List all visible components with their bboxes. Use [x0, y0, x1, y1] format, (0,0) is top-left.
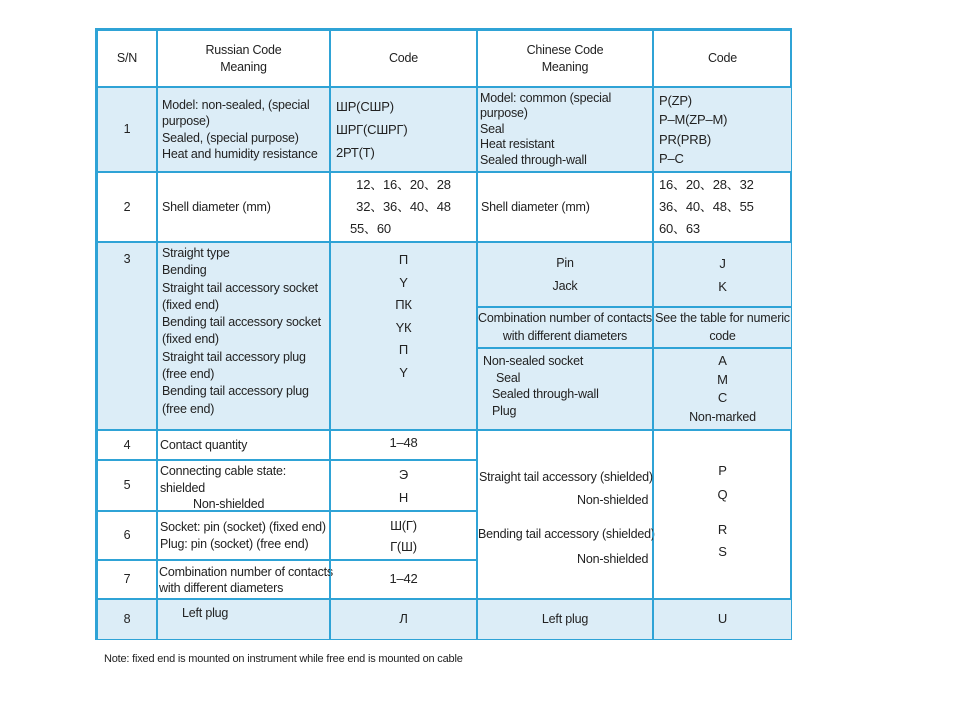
rows-4-7-chinese-code — [653, 430, 792, 599]
row-2-chinese-code-line: 60、63 — [659, 221, 700, 236]
row-7-russian-meaning-line: Combination number of contacts — [159, 564, 333, 579]
row-1-chinese-meaning-line: Heat resistant — [480, 137, 555, 152]
row-4-russian-meaning — [157, 430, 330, 460]
row-6-russian-meaning — [157, 511, 330, 560]
rows-4-7-chinese-meaning-line: Straight tail accessory (shielded) — [479, 470, 653, 484]
row-2-russian-code-line: 55、60 — [350, 221, 391, 236]
row-1-chinese-code-line: PR(PRB) — [659, 131, 712, 147]
row-5-russian-meaning-line: Non-shielded — [193, 497, 265, 511]
row-1-chinese-meaning — [477, 87, 653, 172]
row-3-chinese-combination-line: Combination number of contacts — [478, 311, 652, 325]
row-8-chinese-code-text: U — [717, 611, 728, 627]
row-7-russian-code-text: 1–42 — [389, 571, 418, 587]
rows-4-7-chinese-meaning-line: Bending tail accessory (shielded) — [478, 527, 655, 541]
row-5-russian-code-line: Э — [398, 466, 409, 482]
header-russian-meaning-line: Russian Code — [205, 43, 282, 57]
footnote: Note: fixed end is mounted on instrument while free end is mounted on cable — [104, 653, 463, 665]
row-1-sn — [97, 87, 157, 172]
row-2-russian-code-line: 12、16、20、28 — [356, 177, 451, 192]
row-5-sn-text: 5 — [123, 478, 131, 493]
header-russian-meaning-line: Meaning — [220, 59, 267, 74]
row-1-chinese-code-line: P–C — [659, 151, 684, 166]
row-3-chinese-pin-jack-line: Jack — [552, 278, 578, 293]
row-4-sn — [97, 430, 157, 460]
row-3-russian-code-line: Y — [399, 364, 408, 380]
row-6-sn — [97, 511, 157, 560]
row-4-russian-meaning-text: Contact quantity — [160, 437, 248, 452]
row-3-chinese-socket-code — [653, 348, 792, 430]
row-3-chinese-socket-code-line: A — [718, 353, 727, 368]
row-3-chinese-socket-line: Sealed through-wall — [492, 387, 599, 401]
row-3-russian-meaning — [157, 242, 330, 430]
row-1-russian-meaning-line: purpose) — [162, 114, 210, 128]
row-1-russian-meaning-line: Sealed, (special purpose) — [162, 130, 299, 145]
row-3-russian-meaning-line: Straight tail accessory plug — [162, 349, 306, 364]
header-chinese-meaning-line: Meaning — [541, 59, 589, 74]
row-3-russian-code-line: ПК — [395, 297, 412, 312]
rows-4-7-chinese-code-line: Q — [717, 487, 728, 502]
row-2-chinese-code — [653, 172, 792, 242]
row-2-russian-meaning — [157, 172, 330, 242]
header-code-1-text: Code — [388, 51, 419, 66]
row-3-russian-meaning-line: Bending tail accessory plug — [162, 384, 309, 399]
header-chinese-meaning-line: Chinese Code — [526, 43, 604, 57]
row-7-russian-meaning-line: with different diameters — [159, 580, 284, 595]
rows-4-7-chinese-meaning-line: Non-shielded — [577, 552, 649, 566]
row-3-chinese-socket-code-line: Non-marked — [689, 409, 756, 424]
row-3-chinese-socket-code-line: C — [717, 390, 728, 405]
row-3-chinese-pin-jack-code-line: J — [719, 255, 726, 271]
row-1-russian-meaning — [157, 87, 330, 172]
row-3-chinese-pin-jack-line: Pin — [556, 255, 574, 270]
row-1-russian-code-line: ШР(СШР) — [336, 99, 394, 114]
row-5-russian-meaning — [157, 460, 330, 511]
row-2-chinese-code-line: 16、20、28、32 — [659, 177, 754, 192]
row-7-sn-text: 7 — [123, 572, 131, 587]
row-8-sn-text: 8 — [123, 612, 131, 627]
row-3-russian-code-line: П — [398, 252, 409, 267]
row-2-chinese-code-line: 36、40、48、55 — [659, 199, 754, 214]
header-sn — [97, 30, 157, 87]
row-1-russian-code-line: ШРГ(СШРГ) — [336, 122, 408, 137]
row-3-chinese-socket — [477, 348, 653, 430]
row-6-russian-code — [330, 511, 477, 560]
row-3-russian-meaning-line: (free end) — [162, 401, 215, 416]
code-table — [95, 28, 792, 640]
row-4-russian-code — [330, 430, 477, 460]
row-3-russian-code — [330, 242, 477, 430]
row-6-russian-code-line: Г(Ш) — [390, 538, 417, 554]
row-3-chinese-socket-line: Seal — [496, 370, 521, 385]
row-2-russian-meaning-text: Shell diameter (mm) — [162, 199, 271, 214]
row-8-chinese-code — [653, 599, 792, 640]
row-6-russian-code-line: Ш(Г) — [390, 517, 417, 533]
row-3-russian-meaning-line: (fixed end) — [162, 332, 219, 347]
row-3-russian-meaning-line: (fixed end) — [162, 297, 219, 312]
row-1-chinese-meaning-line: purpose) — [480, 106, 528, 121]
row-1-chinese-code — [653, 87, 792, 172]
row-7-sn — [97, 560, 157, 599]
row-3-chinese-socket-line: Non-sealed socket — [483, 354, 584, 368]
row-1-chinese-meaning-line: Seal — [480, 121, 505, 136]
row-3-chinese-socket-line: Plug — [492, 403, 517, 418]
row-1-sn-text: 1 — [123, 122, 131, 137]
row-1-chinese-meaning-line: Model: common (special — [480, 90, 612, 105]
row-1-russian-meaning-line: Heat and humidity resistance — [162, 147, 318, 161]
header-chinese-meaning — [477, 30, 653, 87]
row-3-chinese-pin-jack-code — [653, 242, 792, 307]
rows-4-7-chinese-meaning — [477, 430, 653, 599]
row-8-chinese-meaning-text: Left plug — [541, 612, 589, 627]
row-3-russian-meaning-line: Straight type — [162, 246, 230, 260]
row-3-russian-meaning-line: Bending tail accessory socket — [162, 315, 321, 330]
row-5-russian-meaning-line: shielded — [160, 480, 205, 495]
row-4-russian-code-text: 1–48 — [389, 435, 418, 450]
row-7-russian-code — [330, 560, 477, 599]
header-code-2 — [653, 30, 792, 87]
row-3-chinese-pin-jack-code-line: K — [718, 278, 727, 294]
row-1-russian-code — [330, 87, 477, 172]
row-6-russian-meaning-line: Plug: pin (socket) (free end) — [160, 536, 309, 551]
row-8-russian-code — [330, 599, 477, 640]
header-code-1 — [330, 30, 477, 87]
row-1-russian-code-line: 2РТ(Т) — [336, 145, 375, 160]
row-5-russian-code — [330, 460, 477, 511]
row-3-chinese-pin-jack — [477, 242, 653, 307]
row-6-sn-text: 6 — [123, 528, 131, 543]
header-russian-meaning — [157, 30, 330, 87]
row-2-chinese-meaning — [477, 172, 653, 242]
row-1-chinese-code-line: P(ZP) — [659, 92, 692, 108]
row-5-russian-code-line: Н — [398, 489, 409, 505]
row-8-russian-meaning — [157, 599, 330, 640]
row-3-sn — [97, 242, 157, 430]
header-code-2-text: Code — [707, 51, 738, 66]
row-4-sn-text: 4 — [123, 437, 131, 452]
row-2-sn — [97, 172, 157, 242]
row-3-russian-code-line: YК — [395, 319, 412, 335]
row-3-russian-code-line: П — [398, 342, 409, 357]
row-1-chinese-meaning-line: Sealed through-wall — [480, 152, 587, 167]
row-8-sn — [97, 599, 157, 640]
row-3-chinese-combination-code — [653, 307, 792, 348]
row-3-sn-text: 3 — [123, 252, 131, 266]
header-sn-text: S/N — [116, 51, 138, 66]
row-3-chinese-combination-line: with different diameters — [502, 328, 628, 343]
row-7-russian-meaning — [157, 560, 333, 599]
rows-4-7-chinese-code-line: S — [718, 544, 727, 559]
row-3-russian-meaning-line: Bending — [162, 263, 207, 278]
rows-4-7-chinese-meaning-line: Non-shielded — [577, 493, 649, 507]
row-8-russian-meaning-text: Left plug — [182, 606, 229, 620]
row-3-chinese-socket-code-line: M — [717, 371, 728, 387]
row-1-chinese-code-line: P–M(ZP–M) — [659, 112, 728, 127]
row-6-russian-meaning-line: Socket: pin (socket) (fixed end) — [160, 520, 326, 534]
row-5-russian-meaning-line: Connecting cable state: — [160, 464, 287, 478]
row-3-russian-meaning-line: (free end) — [162, 367, 215, 382]
row-3-chinese-combination-code-line: code — [709, 328, 736, 343]
row-2-russian-code-line: 32、36、40、48 — [356, 199, 451, 214]
row-2-sn-text: 2 — [123, 199, 131, 214]
row-8-russian-code-text: Л — [399, 611, 408, 627]
row-2-chinese-meaning-text: Shell diameter (mm) — [481, 199, 590, 214]
row-3-russian-meaning-line: Straight tail accessory socket — [162, 280, 318, 295]
row-3-chinese-combination — [477, 307, 653, 348]
row-1-russian-meaning-line: Model: non-sealed, (special — [162, 97, 310, 112]
row-3-russian-code-line: Y — [399, 274, 408, 290]
row-3-chinese-combination-code-line: See the table for numeric — [655, 311, 790, 325]
rows-4-7-chinese-code-line: P — [718, 463, 727, 478]
rows-4-7-chinese-code-line: R — [717, 522, 728, 537]
row-5-sn — [97, 460, 157, 511]
row-2-russian-code — [330, 172, 477, 242]
row-8-chinese-meaning — [477, 599, 653, 640]
